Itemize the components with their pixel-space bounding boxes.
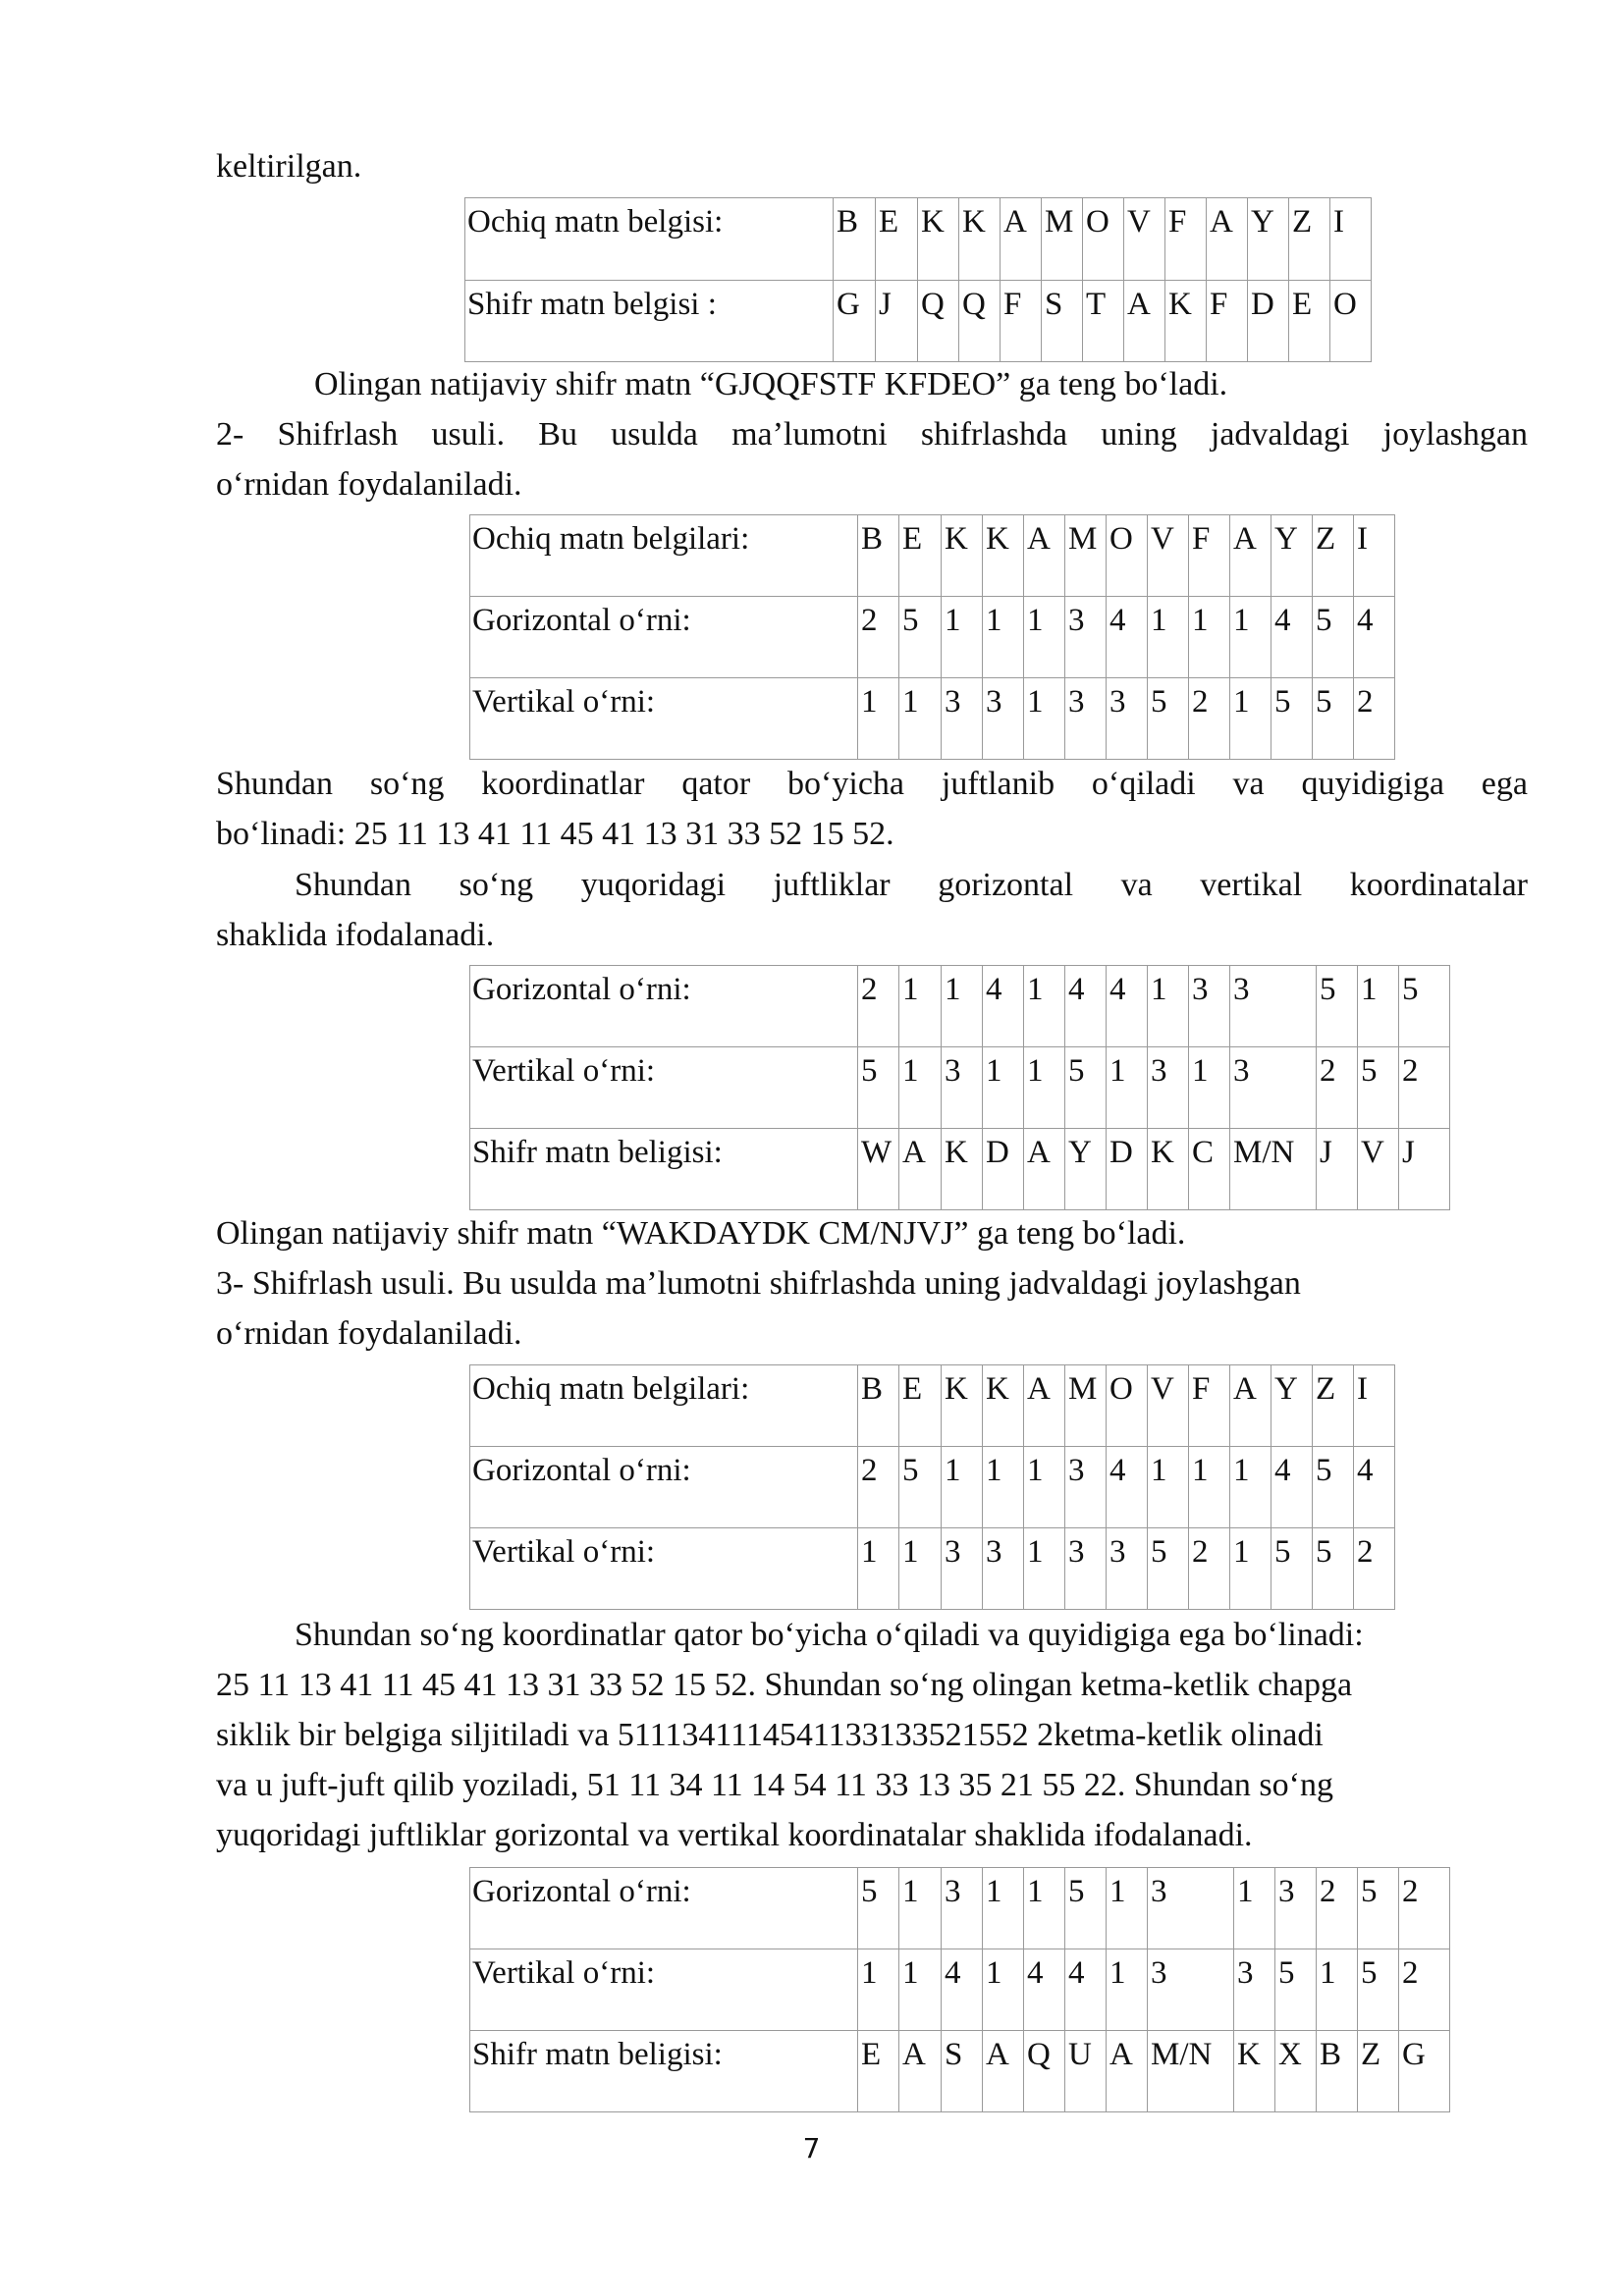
- table-cell: Q: [959, 281, 1001, 362]
- row-label-cell: Shifr matn belgisi :: [465, 281, 834, 362]
- table-cell: V: [1358, 1129, 1399, 1210]
- table-cell: 3: [983, 1528, 1024, 1610]
- cipher-table-4: [469, 1364, 1395, 1610]
- table-cell: 1: [1230, 678, 1271, 760]
- cipher-table-2: [469, 514, 1395, 760]
- table-cell: 1: [1234, 1868, 1275, 1949]
- cipher-table-5: [469, 1867, 1450, 2112]
- row-label-cell: Shifr matn beligisi:: [470, 2031, 858, 2112]
- cipher-table-1: [464, 197, 1372, 362]
- table-cell: 3: [942, 1868, 983, 1949]
- table-cell: E: [1289, 281, 1330, 362]
- table-cell: 1: [899, 1868, 942, 1949]
- table-cell: V: [1148, 1365, 1189, 1447]
- text-line: yuqoridagi juftliklar gorizontal va vertikal koordinatalar shaklida ifodalanadi.: [216, 1817, 1253, 1853]
- table-cell: U: [1065, 2031, 1107, 2112]
- text-line: bo‘linadi: 25 11 13 41 11 45 41 13 31 33 52 15 52.: [216, 816, 894, 852]
- text-line: keltirilgan.: [216, 148, 362, 185]
- table-cell: 1: [983, 1447, 1024, 1528]
- text-line: o‘rnidan foydalaniladi.: [216, 466, 522, 503]
- table-cell: 1: [942, 1447, 983, 1528]
- table-cell: 4: [1107, 1447, 1148, 1528]
- row-label-cell: Vertikal o‘rni:: [470, 678, 858, 760]
- table-cell: 2: [1317, 1868, 1358, 1949]
- table-cell: 1: [1024, 1047, 1065, 1129]
- table-cell: S: [1042, 281, 1083, 362]
- table-cell: A: [1124, 281, 1165, 362]
- table-cell: 3: [942, 678, 983, 760]
- table-cell: K: [918, 198, 959, 281]
- table-cell: Z: [1289, 198, 1330, 281]
- row-label-cell: Shifr matn beligisi:: [470, 1129, 858, 1210]
- table-cell: Z: [1358, 2031, 1399, 2112]
- table-cell: 4: [942, 1949, 983, 2031]
- table-cell: 5: [1271, 678, 1313, 760]
- section-heading-3: 3- Shifrlash usuli. Bu usulda ma’lumotni shifrlashda uning jadvaldagi joylashgan: [216, 1265, 1301, 1302]
- table-cell: 3: [1148, 1047, 1189, 1129]
- row-label-cell: Ochiq matn belgilari:: [470, 515, 858, 597]
- table-cell: 3: [1065, 1528, 1107, 1610]
- table-cell: 2: [1189, 1528, 1230, 1610]
- table-cell: G: [1399, 2031, 1450, 2112]
- text-line: shaklida ifodalanadi.: [216, 917, 495, 953]
- table-cell: 2: [858, 966, 899, 1047]
- table-cell: 1: [1107, 1949, 1148, 2031]
- table-cell: 4: [1354, 597, 1395, 678]
- table-row: [465, 281, 1372, 362]
- table-cell: 5: [1313, 678, 1354, 760]
- table-cell: E: [858, 2031, 899, 2112]
- table-cell: K: [942, 1365, 983, 1447]
- table-cell: 1: [983, 1047, 1024, 1129]
- table-cell: 2: [1399, 1868, 1450, 1949]
- table-cell: 5: [899, 1447, 942, 1528]
- table-cell: M: [1065, 1365, 1107, 1447]
- text-line: Shundan so‘ng yuqoridagi juftliklar gorizontal va vertikal koordinatalar: [295, 867, 1528, 903]
- table-cell: 5: [1065, 1868, 1107, 1949]
- table-cell: 1: [1148, 966, 1189, 1047]
- table-cell: 3: [1107, 1528, 1148, 1610]
- table-cell: M: [1042, 198, 1083, 281]
- table-cell: 2: [1189, 678, 1230, 760]
- row-label-cell: Vertikal o‘rni:: [470, 1528, 858, 1610]
- table-cell: 1: [1024, 966, 1065, 1047]
- page-number: 7: [802, 2132, 821, 2164]
- table-cell: C: [1189, 1129, 1230, 1210]
- table-cell: O: [1107, 1365, 1148, 1447]
- table-cell: 5: [1317, 966, 1358, 1047]
- table-cell: I: [1354, 515, 1395, 597]
- table-cell: 5: [1358, 1949, 1399, 2031]
- table-cell: B: [1317, 2031, 1358, 2112]
- table-cell: A: [1230, 515, 1271, 597]
- table-cell: 1: [1317, 1949, 1358, 2031]
- row-label-cell: Gorizontal o‘rni:: [470, 1868, 858, 1949]
- table-cell: 3: [1065, 678, 1107, 760]
- table-cell: 1: [1107, 1868, 1148, 1949]
- table-cell: 2: [1354, 1528, 1395, 1610]
- table-cell: 2: [858, 1447, 899, 1528]
- table-cell: M/N: [1230, 1129, 1317, 1210]
- table-cell: G: [834, 281, 876, 362]
- table-cell: A: [1024, 1129, 1065, 1210]
- table-cell: A: [899, 2031, 942, 2112]
- table-cell: 3: [1065, 597, 1107, 678]
- table-cell: D: [1107, 1129, 1148, 1210]
- table-cell: B: [858, 515, 899, 597]
- table-cell: 4: [983, 966, 1024, 1047]
- table-cell: 1: [1189, 597, 1230, 678]
- table-row: [470, 966, 1450, 1047]
- table-cell: Q: [918, 281, 959, 362]
- table-row: [470, 1047, 1450, 1129]
- table-cell: 4: [1354, 1447, 1395, 1528]
- table-cell: 1: [1107, 1047, 1148, 1129]
- row-label-cell: Gorizontal o‘rni:: [470, 597, 858, 678]
- table-cell: 1: [1148, 597, 1189, 678]
- table-cell: F: [1165, 198, 1207, 281]
- table-cell: 1: [1024, 597, 1065, 678]
- table-cell: 1: [1230, 1528, 1271, 1610]
- table-cell: 1: [899, 1528, 942, 1610]
- table-row: [470, 1528, 1395, 1610]
- table-cell: K: [983, 515, 1024, 597]
- table-row: [470, 678, 1395, 760]
- table-cell: 1: [983, 597, 1024, 678]
- table-cell: K: [942, 1129, 983, 1210]
- table-cell: O: [1083, 198, 1124, 281]
- table-cell: K: [1234, 2031, 1275, 2112]
- table-row: [470, 597, 1395, 678]
- table-cell: 3: [1275, 1868, 1317, 1949]
- table-cell: 3: [942, 1047, 983, 1129]
- table-cell: O: [1107, 515, 1148, 597]
- table-cell: 1: [899, 966, 942, 1047]
- table-cell: 5: [1148, 678, 1189, 760]
- table-cell: Z: [1313, 515, 1354, 597]
- text-line: Olingan natijaviy shifr matn “GJQQFSTF KFDEO” ga teng bo‘ladi.: [314, 366, 1228, 402]
- table-cell: 5: [1358, 1047, 1399, 1129]
- table-cell: A: [1024, 515, 1065, 597]
- table-cell: 1: [899, 678, 942, 760]
- table-cell: 4: [1271, 1447, 1313, 1528]
- table-cell: 1: [1024, 1447, 1065, 1528]
- row-label-cell: Gorizontal o‘rni:: [470, 1447, 858, 1528]
- table-cell: 5: [1313, 1528, 1354, 1610]
- table-cell: 1: [899, 1949, 942, 2031]
- table-cell: 3: [1148, 1949, 1234, 2031]
- table-cell: 4: [1271, 597, 1313, 678]
- table-cell: 1: [1024, 678, 1065, 760]
- row-label-cell: Vertikal o‘rni:: [470, 1949, 858, 2031]
- table-cell: K: [983, 1365, 1024, 1447]
- text-line: siklik bir belgiga siljitiladi va 5111341114541133133521552 2ketma-ketlik olinadi: [216, 1717, 1324, 1753]
- table-row: [465, 198, 1372, 281]
- section-heading-2: 2- Shifrlash usuli. Bu usulda ma’lumotni shifrlashda uning jadvaldagi joylashgan: [216, 416, 1528, 453]
- table-cell: Y: [1271, 515, 1313, 597]
- table-cell: M/N: [1148, 2031, 1234, 2112]
- table-cell: A: [1024, 1365, 1065, 1447]
- table-cell: 1: [942, 597, 983, 678]
- table-cell: I: [1330, 198, 1372, 281]
- table-cell: E: [876, 198, 918, 281]
- table-cell: 3: [1230, 966, 1317, 1047]
- table-cell: Y: [1271, 1365, 1313, 1447]
- table-cell: 2: [1354, 678, 1395, 760]
- table-cell: 2: [858, 597, 899, 678]
- table-cell: Y: [1248, 198, 1289, 281]
- table-cell: D: [983, 1129, 1024, 1210]
- table-cell: 1: [1358, 966, 1399, 1047]
- table-cell: 5: [1065, 1047, 1107, 1129]
- table-cell: 5: [1313, 597, 1354, 678]
- table-cell: 1: [858, 678, 899, 760]
- table-cell: 4: [1107, 597, 1148, 678]
- table-cell: 1: [858, 1949, 899, 2031]
- table-cell: F: [1189, 515, 1230, 597]
- table-cell: I: [1354, 1365, 1395, 1447]
- table-cell: V: [1148, 515, 1189, 597]
- table-cell: A: [1107, 2031, 1148, 2112]
- table-cell: 5: [1358, 1868, 1399, 1949]
- table-cell: 4: [1065, 1949, 1107, 2031]
- table-cell: E: [899, 1365, 942, 1447]
- table-cell: J: [1399, 1129, 1450, 1210]
- table-cell: X: [1275, 2031, 1317, 2112]
- table-cell: O: [1330, 281, 1372, 362]
- table-row: [470, 1868, 1450, 1949]
- table-cell: 5: [899, 597, 942, 678]
- table-cell: 1: [1024, 1868, 1065, 1949]
- table-cell: 1: [983, 1949, 1024, 2031]
- table-cell: J: [876, 281, 918, 362]
- table-cell: 1: [1024, 1528, 1065, 1610]
- table-cell: D: [1248, 281, 1289, 362]
- table-cell: K: [942, 515, 983, 597]
- table-row: [470, 2031, 1450, 2112]
- table-cell: Y: [1065, 1129, 1107, 1210]
- table-row: [470, 1365, 1395, 1447]
- table-cell: 3: [1148, 1868, 1234, 1949]
- table-cell: 1: [1230, 597, 1271, 678]
- table-cell: A: [1230, 1365, 1271, 1447]
- table-row: [470, 1949, 1450, 2031]
- table-cell: 1: [1230, 1447, 1271, 1528]
- table-cell: 1: [1189, 1047, 1230, 1129]
- table-cell: T: [1083, 281, 1124, 362]
- table-cell: F: [1189, 1365, 1230, 1447]
- text-line: va u juft-juft qilib yoziladi, 51 11 34 11 14 54 11 33 13 35 21 55 22. Shundan so‘ng: [216, 1767, 1333, 1803]
- table-cell: 2: [1399, 1047, 1450, 1129]
- text-line: o‘rnidan foydalaniladi.: [216, 1315, 522, 1352]
- row-label-cell: Gorizontal o‘rni:: [470, 966, 858, 1047]
- table-cell: A: [983, 2031, 1024, 2112]
- table-cell: 5: [1313, 1447, 1354, 1528]
- table-cell: 3: [1107, 678, 1148, 760]
- table-cell: 3: [1230, 1047, 1317, 1129]
- text-line: Shundan so‘ng koordinatlar qator bo‘yicha o‘qiladi va quyidigiga ega bo‘linadi:: [295, 1617, 1364, 1653]
- table-cell: 2: [1399, 1949, 1450, 2031]
- table-cell: 3: [942, 1528, 983, 1610]
- table-cell: 4: [1024, 1949, 1065, 2031]
- table-cell: K: [959, 198, 1001, 281]
- table-cell: Q: [1024, 2031, 1065, 2112]
- table-cell: 1: [858, 1528, 899, 1610]
- table-cell: 1: [942, 966, 983, 1047]
- table-cell: A: [899, 1129, 942, 1210]
- table-cell: 5: [858, 1047, 899, 1129]
- text-line: Shundan so‘ng koordinatlar qator bo‘yicha juftlanib o‘qiladi va quyidigiga ega: [216, 766, 1528, 802]
- table-cell: M: [1065, 515, 1107, 597]
- table-cell: J: [1317, 1129, 1358, 1210]
- table-cell: 3: [1234, 1949, 1275, 2031]
- table-cell: V: [1124, 198, 1165, 281]
- cipher-table-3: [469, 965, 1450, 1210]
- table-cell: B: [834, 198, 876, 281]
- row-label-cell: Ochiq matn belgisi:: [465, 198, 834, 281]
- row-label-cell: Vertikal o‘rni:: [470, 1047, 858, 1129]
- table-cell: 5: [1148, 1528, 1189, 1610]
- table-cell: B: [858, 1365, 899, 1447]
- table-cell: S: [942, 2031, 983, 2112]
- table-cell: 1: [1148, 1447, 1189, 1528]
- table-cell: 1: [899, 1047, 942, 1129]
- table-cell: 1: [1189, 1447, 1230, 1528]
- table-cell: 5: [1271, 1528, 1313, 1610]
- table-row: [470, 515, 1395, 597]
- table-row: [470, 1129, 1450, 1210]
- table-cell: E: [899, 515, 942, 597]
- table-cell: 3: [1065, 1447, 1107, 1528]
- text-line: 25 11 13 41 11 45 41 13 31 33 52 15 52. Shundan so‘ng olingan ketma-ketlik chapga: [216, 1667, 1353, 1703]
- table-cell: 4: [1065, 966, 1107, 1047]
- table-cell: F: [1207, 281, 1248, 362]
- table-cell: 3: [1189, 966, 1230, 1047]
- table-cell: 1: [983, 1868, 1024, 1949]
- table-cell: 4: [1107, 966, 1148, 1047]
- table-cell: 5: [858, 1868, 899, 1949]
- table-cell: F: [1001, 281, 1042, 362]
- table-cell: 3: [983, 678, 1024, 760]
- table-cell: W: [858, 1129, 899, 1210]
- table-row: [470, 1447, 1395, 1528]
- text-line: Olingan natijaviy shifr matn “WAKDAYDK CM/NJVJ” ga teng bo‘ladi.: [216, 1215, 1186, 1252]
- table-cell: 2: [1317, 1047, 1358, 1129]
- table-cell: K: [1165, 281, 1207, 362]
- table-cell: Z: [1313, 1365, 1354, 1447]
- table-cell: 5: [1275, 1949, 1317, 2031]
- table-cell: 5: [1399, 966, 1450, 1047]
- table-cell: A: [1207, 198, 1248, 281]
- table-cell: K: [1148, 1129, 1189, 1210]
- table-cell: A: [1001, 198, 1042, 281]
- row-label-cell: Ochiq matn belgilari:: [470, 1365, 858, 1447]
